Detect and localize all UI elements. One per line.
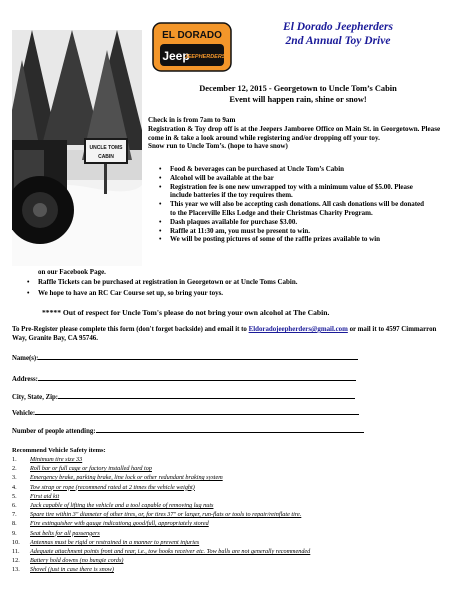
people-attending-field[interactable] <box>12 426 437 436</box>
list-item: • This year we will also be accepting cash donations. All cash donations will be donated to the Placerville Elks Lodge and their Christmas Charity Program. <box>157 200 427 218</box>
jeep-snow-photo <box>12 30 142 266</box>
logo-bottom-text: JEEPHERDERS <box>184 54 226 60</box>
list-item: 2. Roll bar or full cage or factory installed hard top <box>12 465 152 473</box>
logo-graphic <box>152 22 232 72</box>
safety-items-list <box>12 455 442 575</box>
list-item: 13. Shovel (just in case there is snow) <box>12 566 114 574</box>
address-input-line[interactable] <box>38 374 356 381</box>
city-state-zip-input-line[interactable] <box>58 392 355 399</box>
event-weather-line: Event will happen rain, shine or snow! <box>229 94 367 104</box>
field-label: Address: <box>12 376 38 383</box>
people-attending-input-line[interactable] <box>96 426 364 433</box>
list-item: • Dash plaques available for purchase $3.00. <box>157 218 427 227</box>
list-item: 8. Fire extinguisher with gauge indicationg good/full, appropriately stored <box>12 520 209 528</box>
list-item: 1. Minimum tire size 33 <box>12 456 83 463</box>
list-item: • We hope to have an RC Car Course set up, so bring your toys. <box>25 289 435 298</box>
list-item: 4. Tow strap or rope (recommend rated at 2 times the vehicle weight) <box>12 483 195 491</box>
list-item: • Registration fee is one new unwrapped toy with a minimum value of $5.00. Please include batteries if the toy requires them. <box>157 183 427 201</box>
sign-line-1: UNCLE TOMS <box>89 145 123 151</box>
snow-run-note: Snow run to Uncle Tom’s. (hope to have snow) <box>148 142 288 151</box>
email-link[interactable]: Eldoradojeepherders@gmail.com <box>248 326 348 333</box>
list-item: • Food & beverages can be purchased at Uncle Tom’s Cabin <box>157 165 427 174</box>
list-item: 6. Jack capable of lifting the vehicle and a tool capable of removing lug nuts <box>12 502 214 510</box>
list-item: • Raffle Tickets can be purchased at registration in Georgetown or at Uncle Toms Cabin. <box>25 278 435 287</box>
event-heading <box>148 84 448 105</box>
checkin-time: Check in is from 7am to 9am <box>148 116 236 124</box>
list-item: 11. Adequate attachment points front and rear, i.e., tow hooks receiver etc. Tow balls are not generally recommended <box>12 548 311 556</box>
checkin-location: Registration & Toy drop off is at the Jeepers Jamboree Office on Main St. in Georgetown. Please come in & take a look around while registering and/or dropping off your toy. <box>148 124 441 142</box>
list-item: 12. Battery hold downs (no bungie cords) <box>12 557 124 565</box>
photo-graphic <box>12 30 142 266</box>
vehicle-input-line[interactable] <box>35 408 359 415</box>
safety-items-title: Recommend Vehicle Safety items: <box>12 447 106 454</box>
title-line-1: El Dorado Jeepherders <box>283 21 393 33</box>
preregister-instructions <box>12 325 442 343</box>
event-title <box>238 20 438 48</box>
alcohol-notice: ***** Out of respect for Uncle Tom's please do not bring your own alcohol at The Cabin. <box>42 308 330 317</box>
preregister-text-after: or mail it to 4597 Cimmarron Way, Granite Bay, CA 95746. <box>12 326 437 342</box>
field-label: Number of people attending: <box>12 428 96 435</box>
title-line-2: 2nd Annual Toy Drive <box>285 35 391 47</box>
list-item: 9. Seat belts for all passengers <box>12 529 100 537</box>
list-item: 7. Spare tire within 3" diameter of other tires, or, for tires 37" or larger, run-flats or tools to repair/reinflate tire. <box>12 511 302 519</box>
list-item: • Alcohol will be available at the bar <box>157 174 427 183</box>
list-item: • Raffle at 11:30 am, you must be present to win. <box>157 227 427 236</box>
field-label: Name(s): <box>12 355 39 362</box>
el-dorado-jeepherders-logo <box>152 22 232 72</box>
logo-jeep-text: Jeep <box>162 49 190 63</box>
name-input-line[interactable] <box>38 353 358 360</box>
city-state-zip-field[interactable] <box>12 392 437 402</box>
checkin-info <box>148 116 443 151</box>
sign-line-2: CABIN <box>98 154 114 160</box>
name-field[interactable] <box>12 353 437 363</box>
field-label: City, State, Zip: <box>12 394 59 401</box>
address-field[interactable] <box>12 374 437 384</box>
raffle-list <box>25 278 435 300</box>
logo-top-text: EL DORADO <box>162 30 222 41</box>
preregister-text-before: To Pre-Register please complete this form (don't forget backside) and email it to <box>12 326 249 333</box>
list-item: 5. First aid kit <box>12 492 60 500</box>
bullet-continuation: on our Facebook Page. <box>38 268 106 276</box>
list-item: 3. Emergency brake, parking brake, line lock or other redundant braking system <box>12 474 223 482</box>
vehicle-field[interactable] <box>12 408 437 418</box>
list-item: 10. Antennas must be rigid or restrained in a manner to prevent injuries <box>12 538 200 546</box>
field-label: Vehicle: <box>12 410 36 417</box>
list-item: • We will be posting pictures of some of the raffle prizes available to win <box>157 235 427 244</box>
event-details-list <box>157 165 427 244</box>
event-date-line: December 12, 2015 - Georgetown to Uncle Tom’s Cabin <box>199 84 397 93</box>
